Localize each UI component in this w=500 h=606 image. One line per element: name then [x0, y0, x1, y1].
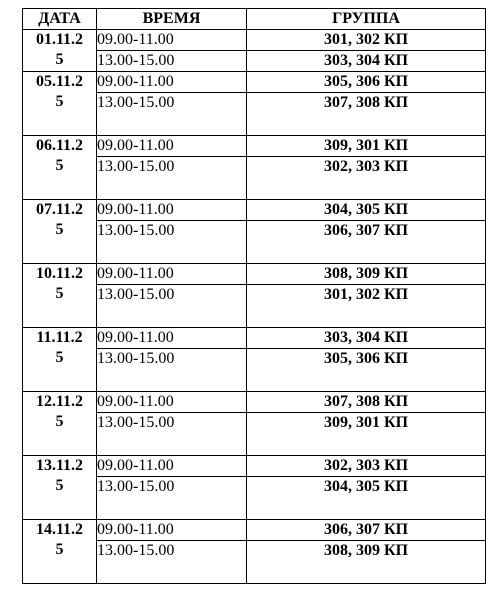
table-row [23, 200, 486, 221]
date-line-2: 5 [55, 413, 64, 430]
table-row [23, 520, 486, 541]
group-cell: 303, 304 КП [247, 328, 486, 349]
time-cell: 13.00-15.00 [97, 349, 247, 392]
date-line-1: 06.11.2 [35, 137, 84, 154]
date-line-1: 11.11.2 [36, 329, 83, 346]
group-cell: 309, 301 КП [247, 413, 486, 456]
group-cell: 305, 306 КП [247, 349, 486, 392]
time-cell: 13.00-15.00 [97, 541, 247, 584]
header-group: ГРУППА [247, 9, 486, 30]
date-line-1: 14.11.2 [35, 521, 84, 538]
group-cell: 307, 308 КП [247, 93, 486, 136]
time-cell: 09.00-11.00 [97, 264, 247, 285]
table-row [23, 72, 486, 93]
header-date: ДАТА [23, 9, 97, 30]
date-line-2: 5 [55, 93, 64, 110]
date-cell [23, 136, 97, 200]
group-cell: 301, 302 КП [247, 285, 486, 328]
date-cell [23, 200, 97, 264]
table-row [23, 30, 486, 51]
group-cell: 306, 307 КП [247, 520, 486, 541]
table-row [23, 456, 486, 477]
table-row [23, 392, 486, 413]
time-cell: 13.00-15.00 [97, 51, 247, 72]
group-cell: 309, 301 КП [247, 136, 486, 157]
schedule-body [23, 30, 486, 584]
time-cell: 13.00-15.00 [97, 157, 247, 200]
group-cell: 304, 305 КП [247, 477, 486, 520]
time-cell: 09.00-11.00 [97, 456, 247, 477]
group-cell: 305, 306 КП [247, 72, 486, 93]
time-cell: 13.00-15.00 [97, 93, 247, 136]
date-line-1: 12.11.2 [35, 393, 84, 410]
date-cell [23, 520, 97, 584]
group-cell: 307, 308 КП [247, 392, 486, 413]
date-cell [23, 30, 97, 72]
date-line-1: 05.11.2 [35, 73, 84, 90]
time-cell: 09.00-11.00 [97, 136, 247, 157]
table-row [23, 264, 486, 285]
date-line-2: 5 [55, 221, 64, 238]
group-cell: 308, 309 КП [247, 264, 486, 285]
date-line-1: 10.11.2 [35, 265, 84, 282]
table-row [23, 136, 486, 157]
time-cell: 09.00-11.00 [97, 72, 247, 93]
date-line-2: 5 [55, 157, 64, 174]
date-line-1: 13.11.2 [35, 457, 84, 474]
time-cell: 13.00-15.00 [97, 413, 247, 456]
time-cell: 09.00-11.00 [97, 392, 247, 413]
group-cell: 308, 309 КП [247, 541, 486, 584]
group-cell: 304, 305 КП [247, 200, 486, 221]
date-line-2: 5 [55, 349, 64, 366]
date-cell [23, 392, 97, 456]
group-cell: 302, 303 КП [247, 456, 486, 477]
date-line-2: 5 [55, 51, 64, 68]
date-line-1: 01.11.2 [35, 31, 84, 48]
date-cell [23, 72, 97, 136]
date-line-1: 07.11.2 [35, 201, 84, 218]
schedule-table [22, 8, 486, 584]
group-cell: 306, 307 КП [247, 221, 486, 264]
date-cell [23, 456, 97, 520]
time-cell: 09.00-11.00 [97, 200, 247, 221]
date-line-2: 5 [55, 477, 64, 494]
time-cell: 09.00-11.00 [97, 520, 247, 541]
header-row [23, 9, 486, 30]
date-line-2: 5 [55, 285, 64, 302]
group-cell: 303, 304 КП [247, 51, 486, 72]
group-cell: 301, 302 КП [247, 30, 486, 51]
time-cell: 13.00-15.00 [97, 285, 247, 328]
header-time: ВРЕМЯ [97, 9, 247, 30]
time-cell: 13.00-15.00 [97, 477, 247, 520]
date-line-2: 5 [55, 541, 64, 558]
time-cell: 09.00-11.00 [97, 328, 247, 349]
time-cell: 13.00-15.00 [97, 221, 247, 264]
time-cell: 09.00-11.00 [97, 30, 247, 51]
table-row [23, 328, 486, 349]
group-cell: 302, 303 КП [247, 157, 486, 200]
date-cell [23, 328, 97, 392]
date-cell [23, 264, 97, 328]
